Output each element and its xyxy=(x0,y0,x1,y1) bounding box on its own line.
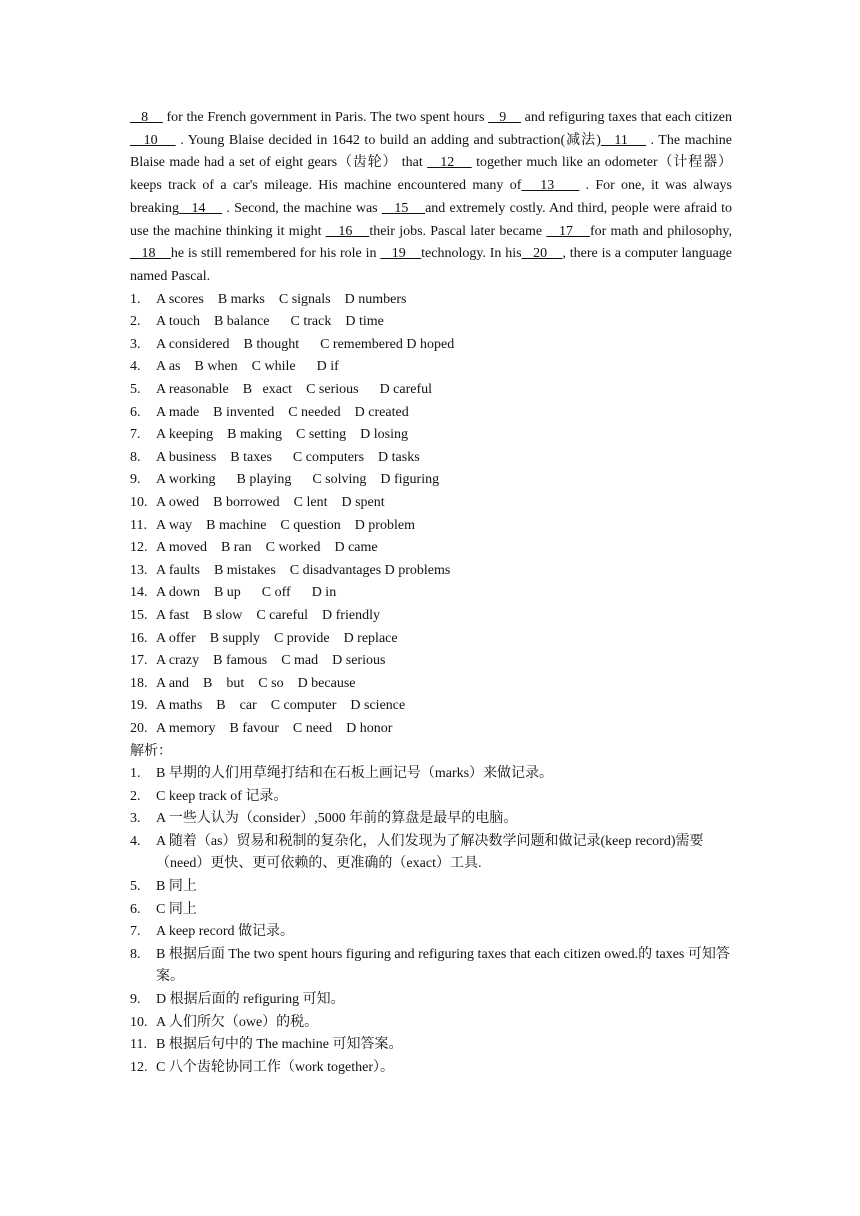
question-number: 12. xyxy=(130,540,148,556)
answer-text: C 同上 xyxy=(156,901,197,917)
question-number: 2. xyxy=(130,314,141,330)
question-number: 6. xyxy=(130,404,141,420)
blank-16: 16 xyxy=(325,223,370,239)
question-item xyxy=(130,537,732,560)
question-options: A maths B car C computer D science xyxy=(156,698,406,714)
answer-text: A 一些人认为（consider）,5000 年前的算盘是最早的电脑。 xyxy=(156,811,518,827)
question-item xyxy=(130,402,732,425)
question-item xyxy=(130,650,732,673)
answer-number: 10. xyxy=(130,1014,148,1030)
blank-8: 8 xyxy=(130,110,163,125)
answer-text: D 根据后面的 refiguring 可知。 xyxy=(156,992,345,1008)
question-number: 11. xyxy=(130,517,147,533)
passage-text: , there is a computer language named Pascal. xyxy=(130,246,733,284)
question-number: 16. xyxy=(130,630,148,646)
answer-text: A keep record 做记录。 xyxy=(156,924,295,940)
question-options: A down B up C off D in xyxy=(156,585,337,601)
answer-item xyxy=(130,1034,732,1057)
question-list xyxy=(130,289,732,741)
passage-text: he is still remembered for his role in xyxy=(170,246,381,262)
answer-number: 11. xyxy=(130,1037,147,1053)
answer-number: 12. xyxy=(130,1059,148,1075)
answer-number: 7. xyxy=(130,924,141,940)
blank-11: 11 xyxy=(600,132,647,148)
question-item xyxy=(130,469,732,492)
question-number: 18. xyxy=(130,675,148,691)
question-item xyxy=(130,718,732,741)
blank-19: 19 xyxy=(380,246,422,262)
passage-text: for the French government in Paris. The two spent hours xyxy=(162,110,489,125)
passage-text: and extremely costly. And third, people were afraid to use the machine thinking it might xyxy=(130,200,733,239)
answer-list xyxy=(130,763,732,1079)
blank-18: 18 xyxy=(130,246,171,262)
question-item xyxy=(130,515,732,538)
question-number: 19. xyxy=(130,698,148,714)
question-item xyxy=(130,628,732,651)
question-number: 17. xyxy=(130,653,148,669)
question-options: A memory B favour C need D honor xyxy=(156,720,393,736)
answer-number: 3. xyxy=(130,811,141,827)
passage-text: for math and philosophy, xyxy=(589,223,733,239)
question-item xyxy=(130,560,732,583)
answer-text: C 八个齿轮协同工作（work together）。 xyxy=(156,1059,394,1075)
answer-text: B 同上 xyxy=(156,879,197,895)
question-item xyxy=(130,695,732,718)
answer-text: B 根据后句中的 The machine 可知答案。 xyxy=(156,1037,403,1053)
question-item xyxy=(130,311,732,334)
question-item xyxy=(130,605,732,628)
passage-text: technology. In his xyxy=(421,246,522,262)
answer-number: 5. xyxy=(130,879,141,895)
question-number: 1. xyxy=(130,291,141,307)
question-number: 13. xyxy=(130,562,148,578)
question-number: 8. xyxy=(130,449,141,465)
question-options: A keeping B making C setting D losing xyxy=(156,427,408,443)
question-item xyxy=(130,289,732,312)
question-options: A scores B marks C signals D numbers xyxy=(156,291,407,307)
question-options: A moved B ran C worked D came xyxy=(156,540,378,556)
question-item xyxy=(130,447,732,470)
answer-item xyxy=(130,786,732,809)
question-item xyxy=(130,582,732,605)
question-number: 15. xyxy=(130,607,148,623)
analysis-heading: 解析： xyxy=(130,743,172,759)
answer-item xyxy=(130,808,732,831)
answer-item xyxy=(130,831,732,876)
blank-17: 17 xyxy=(546,223,590,239)
blank-12: 12 xyxy=(427,155,472,171)
question-options: A as B when C while D if xyxy=(156,359,339,375)
question-item xyxy=(130,379,732,402)
passage-text: and refiguring taxes that each citizen xyxy=(520,110,733,125)
answer-text: A 人们所欠（owe）的税。 xyxy=(156,1014,319,1030)
question-options: A made B invented C needed D created xyxy=(156,404,409,420)
question-options: A and B but C so D because xyxy=(156,675,356,691)
question-options: A considered B thought C remembered D hoped xyxy=(156,336,455,352)
question-options: A fast B slow C careful D friendly xyxy=(156,607,380,623)
passage-text: . The machine Blaise made had a set of eight gears（齿轮） that xyxy=(130,132,733,171)
question-item xyxy=(130,424,732,447)
answer-number: 4. xyxy=(130,833,141,849)
passage-text: . Second, the machine was xyxy=(222,200,382,216)
passage-text: . For one, it was always breaking xyxy=(130,178,733,216)
document-page xyxy=(130,107,732,1079)
answer-number: 9. xyxy=(130,992,141,1008)
question-item xyxy=(130,492,732,515)
question-number: 9. xyxy=(130,472,141,488)
answer-text: B 根据后面 The two spent hours figuring and refiguring taxes that each citizen owed.的 taxes 可知答案。 xyxy=(156,946,730,985)
answer-item xyxy=(130,989,732,1012)
question-options: A crazy B famous C mad D serious xyxy=(156,653,386,669)
answer-number: 6. xyxy=(130,901,141,917)
answer-text: B 早期的人们用草绳打结和在石板上画记号（marks）来做记录。 xyxy=(156,766,554,782)
answer-text: C keep track of 记录。 xyxy=(156,788,288,804)
question-options: A touch B balance C track D time xyxy=(156,314,384,330)
answer-item xyxy=(130,921,732,944)
blank-13: 13 xyxy=(521,178,580,194)
answer-item xyxy=(130,899,732,922)
blank-20: 20 xyxy=(521,246,563,262)
question-number: 20. xyxy=(130,720,148,736)
question-options: A business B taxes C computers D tasks xyxy=(156,449,420,465)
answer-item xyxy=(130,763,732,786)
question-number: 4. xyxy=(130,359,141,375)
passage-text: together much like an odometer（计程器） keeps track of a car's mileage. His machine encountered many of xyxy=(130,155,732,194)
answer-number: 8. xyxy=(130,946,141,962)
question-number: 14. xyxy=(130,585,148,601)
blank-14: 14 xyxy=(178,200,223,216)
answer-item xyxy=(130,1012,732,1035)
question-item xyxy=(130,673,732,696)
passage-text: their jobs. Pascal later became xyxy=(369,223,547,239)
answer-number: 2. xyxy=(130,788,141,804)
question-options: A faults B mistakes C disadvantages D problems xyxy=(156,562,451,578)
blank-15: 15 xyxy=(381,200,426,216)
cloze-passage xyxy=(130,107,732,289)
question-options: A way B machine C question D problem xyxy=(156,517,415,533)
question-number: 3. xyxy=(130,336,141,352)
answer-item xyxy=(130,944,732,989)
blank-9: 9 xyxy=(488,110,521,125)
answer-number: 1. xyxy=(130,766,141,782)
question-number: 10. xyxy=(130,494,148,510)
answer-text: A 随着（as）贸易和税制的复杂化，人们发现为了解决数学问题和做记录(keep record)需要（need）更快、更可依赖的、更准确的（exact）工具. xyxy=(156,833,704,872)
answer-item xyxy=(130,1057,732,1080)
question-options: A offer B supply C provide D replace xyxy=(156,630,398,646)
answer-item xyxy=(130,876,732,899)
question-options: A working B playing C solving D figuring xyxy=(156,472,440,488)
question-item xyxy=(130,334,732,357)
question-number: 7. xyxy=(130,427,141,443)
question-options: A owed B borrowed C lent D spent xyxy=(156,494,385,510)
question-options: A reasonable B exact C serious D careful xyxy=(156,382,433,397)
blank-10: 10 xyxy=(130,132,176,148)
question-number: 5. xyxy=(130,382,141,397)
question-item xyxy=(130,356,732,379)
passage-text: . Young Blaise decided in 1642 to build an adding and subtraction(减法) xyxy=(175,132,601,148)
